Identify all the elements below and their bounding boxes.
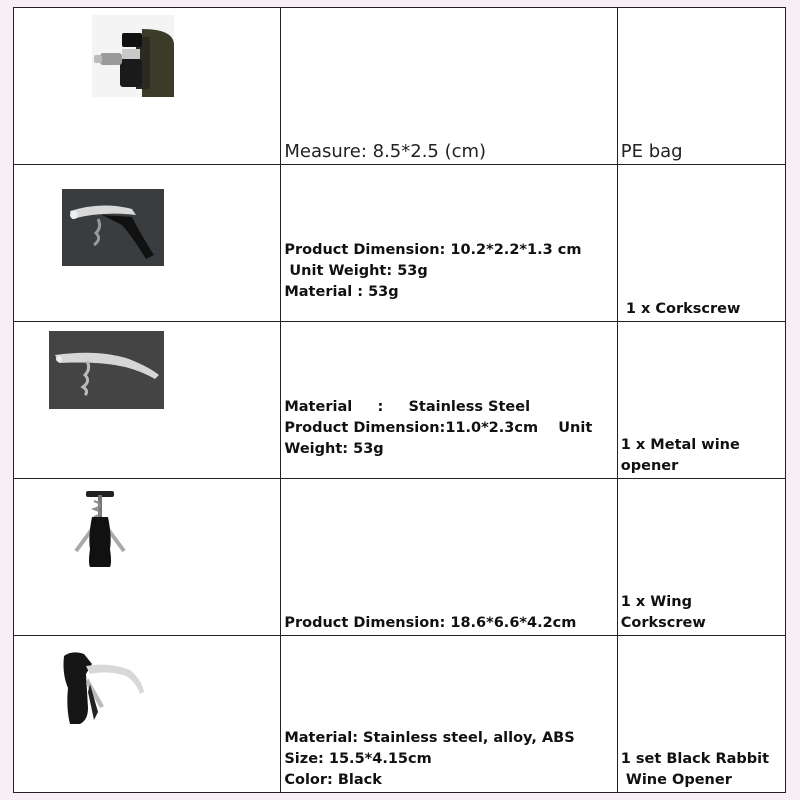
table-row — [14, 165, 786, 322]
description-cell — [281, 322, 617, 479]
package-cell — [617, 479, 785, 636]
package-cell — [617, 636, 785, 793]
table-row — [14, 8, 786, 165]
table-row — [14, 636, 786, 793]
product-image-cell — [14, 165, 281, 322]
description-cell — [281, 8, 617, 165]
package-cell — [617, 322, 785, 479]
product-description: Material : Stainless Steel Product Dimension:11.0*2.3cm Unit Weight: 53g — [284, 399, 593, 457]
description-cell — [281, 479, 617, 636]
product-image-cell — [14, 636, 281, 793]
package-contents: 1 x Wing Corkscrew — [620, 594, 706, 631]
product-image-cell — [14, 8, 281, 165]
package-cell — [617, 165, 785, 322]
package-contents: PE bag — [620, 141, 683, 162]
corkscrew-image — [62, 189, 164, 266]
product-image-cell — [14, 322, 281, 479]
product-description: Material: Stainless steel, alloy, ABS Size: 15.5*4.15cm Color: Black — [284, 730, 575, 788]
bottle-stopper-image — [92, 15, 174, 97]
product-description: Product Dimension: 10.2*2.2*1.3 cm Unit Weight: 53g Material : 53g — [284, 242, 582, 300]
description-cell — [281, 165, 617, 322]
product-image-cell — [14, 479, 281, 636]
rabbit-wine-opener-image — [58, 648, 148, 728]
table-row — [14, 322, 786, 479]
package-contents: 1 x Metal wine opener — [620, 437, 745, 474]
product-description: Measure: 8.5*2.5 (cm) — [284, 141, 487, 162]
package-cell — [617, 8, 785, 165]
product-table — [13, 7, 786, 793]
package-contents: 1 set Black Rabbit Wine Opener — [620, 751, 770, 788]
wing-corkscrew-image — [68, 487, 132, 575]
description-cell — [281, 636, 617, 793]
metal-wine-opener-image — [49, 331, 164, 409]
product-sheet — [13, 7, 786, 793]
table-row — [14, 479, 786, 636]
package-contents: 1 x Corkscrew — [620, 301, 741, 317]
product-description: Product Dimension: 18.6*6.6*4.2cm — [284, 615, 577, 631]
